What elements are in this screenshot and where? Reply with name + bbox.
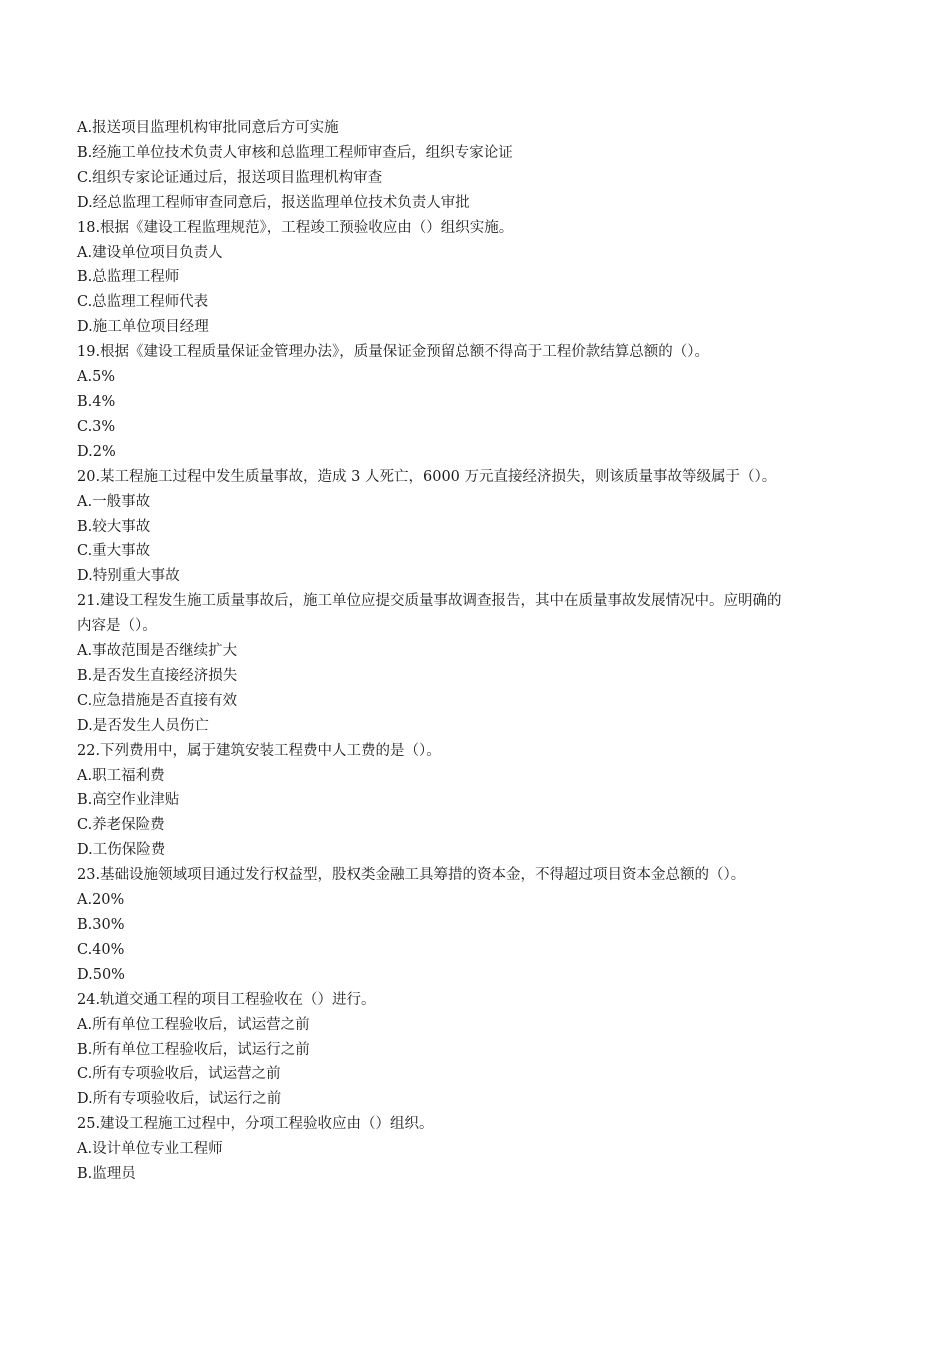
question-21-option-d: D.是否发生人员伤亡 bbox=[77, 717, 209, 734]
question-20-option-d: D.特别重大事故 bbox=[77, 568, 180, 585]
question-23-option-b: B.30% bbox=[77, 917, 125, 933]
question-19: 19.根据《建设工程质量保证金管理办法》，质量保证金预留总额不得高于工程价款结算总额的（）。 bbox=[77, 344, 710, 361]
question-18-option-a: A.建设单位项目负责人 bbox=[77, 244, 223, 261]
question-19-option-b: B.4% bbox=[77, 393, 116, 410]
question-18-option-b: B.总监理工程师 bbox=[77, 269, 180, 286]
question-23-option-c: C.40% bbox=[77, 941, 125, 958]
question-21-option-b: B.是否发生直接经济损失 bbox=[77, 667, 238, 684]
question-24-option-b: B.所有单位工程验收后，试运行之前 bbox=[77, 1041, 310, 1058]
question-24-option-c: C.所有专项验收后，试运营之前 bbox=[77, 1066, 281, 1083]
question-23-option-d: D.50% bbox=[77, 966, 125, 983]
question-24-option-d: D.所有专项验收后，试运行之前 bbox=[77, 1091, 282, 1108]
question-22: 22.下列费用中，属于建筑安装工程费中人工费的是（）。 bbox=[77, 742, 441, 759]
question-23: 23.基础设施领域项目通过发行权益型，股权类金融工具筹措的资本金，不得超过项目资本金总额的（）。 bbox=[77, 867, 746, 884]
question-18-option-c: C.总监理工程师代表 bbox=[77, 294, 209, 311]
question-22-option-c: C.养老保险费 bbox=[77, 817, 165, 834]
question-24-option-a: A.所有单位工程验收后，试运营之前 bbox=[77, 1016, 310, 1033]
question-22-option-b: B.高空作业津贴 bbox=[77, 792, 180, 809]
question-25-option-a: A.设计单位专业工程师 bbox=[77, 1141, 223, 1158]
question-25: 25.建设工程施工过程中，分项工程验收应由（）组织。 bbox=[77, 1116, 434, 1133]
question-20: 20.某工程施工过程中发生质量事故，造成 3 人死亡，6000 万元直接经济损失，则该质量事故等级属于（）。 bbox=[77, 468, 777, 485]
question-18: 18.根据《建设工程监理规范》，工程竣工预验收应由（）组织实施。 bbox=[77, 219, 514, 236]
question-21-option-c: C.应急措施是否直接有效 bbox=[77, 692, 238, 709]
question-19-option-d: D.2% bbox=[77, 443, 116, 460]
exam-questions-text bbox=[77, 116, 887, 1187]
question-24: 24.轨道交通工程的项目工程验收在（）进行。 bbox=[77, 991, 376, 1008]
question-20-option-a: A.一般事故 bbox=[77, 493, 151, 510]
question-19-option-c: C.3% bbox=[77, 418, 116, 435]
option-d: D.经总监理工程师审查同意后，报送监理单位技术负责人审批 bbox=[77, 194, 470, 211]
question-22-option-d: D.工伤保险费 bbox=[77, 842, 166, 859]
question-22-option-a: A.职工福利费 bbox=[77, 767, 165, 784]
question-25-option-b: B.监理员 bbox=[77, 1166, 136, 1183]
question-19-option-a: A.5% bbox=[77, 369, 116, 386]
question-18-option-d: D.施工单位项目经理 bbox=[77, 319, 209, 336]
question-21-continued: 内容是（）。 bbox=[77, 618, 157, 635]
question-20-option-c: C.重大事故 bbox=[77, 543, 151, 560]
option-b: B.经施工单位技术负责人审核和总监理工程师审查后，组织专家论证 bbox=[77, 144, 513, 161]
option-a: A.报送项目监理机构审批同意后方可实施 bbox=[77, 120, 339, 136]
option-c: C.组织专家论证通过后，报送项目监理机构审查 bbox=[77, 169, 383, 186]
question-20-option-b: B.较大事故 bbox=[77, 518, 151, 535]
question-21: 21.建设工程发生施工质量事故后，施工单位应提交质量事故调查报告，其中在质量事故发展情况中。应明确的 bbox=[77, 593, 782, 610]
question-23-option-a: A.20% bbox=[77, 892, 125, 909]
question-21-option-a: A.事故范围是否继续扩大 bbox=[77, 643, 238, 660]
